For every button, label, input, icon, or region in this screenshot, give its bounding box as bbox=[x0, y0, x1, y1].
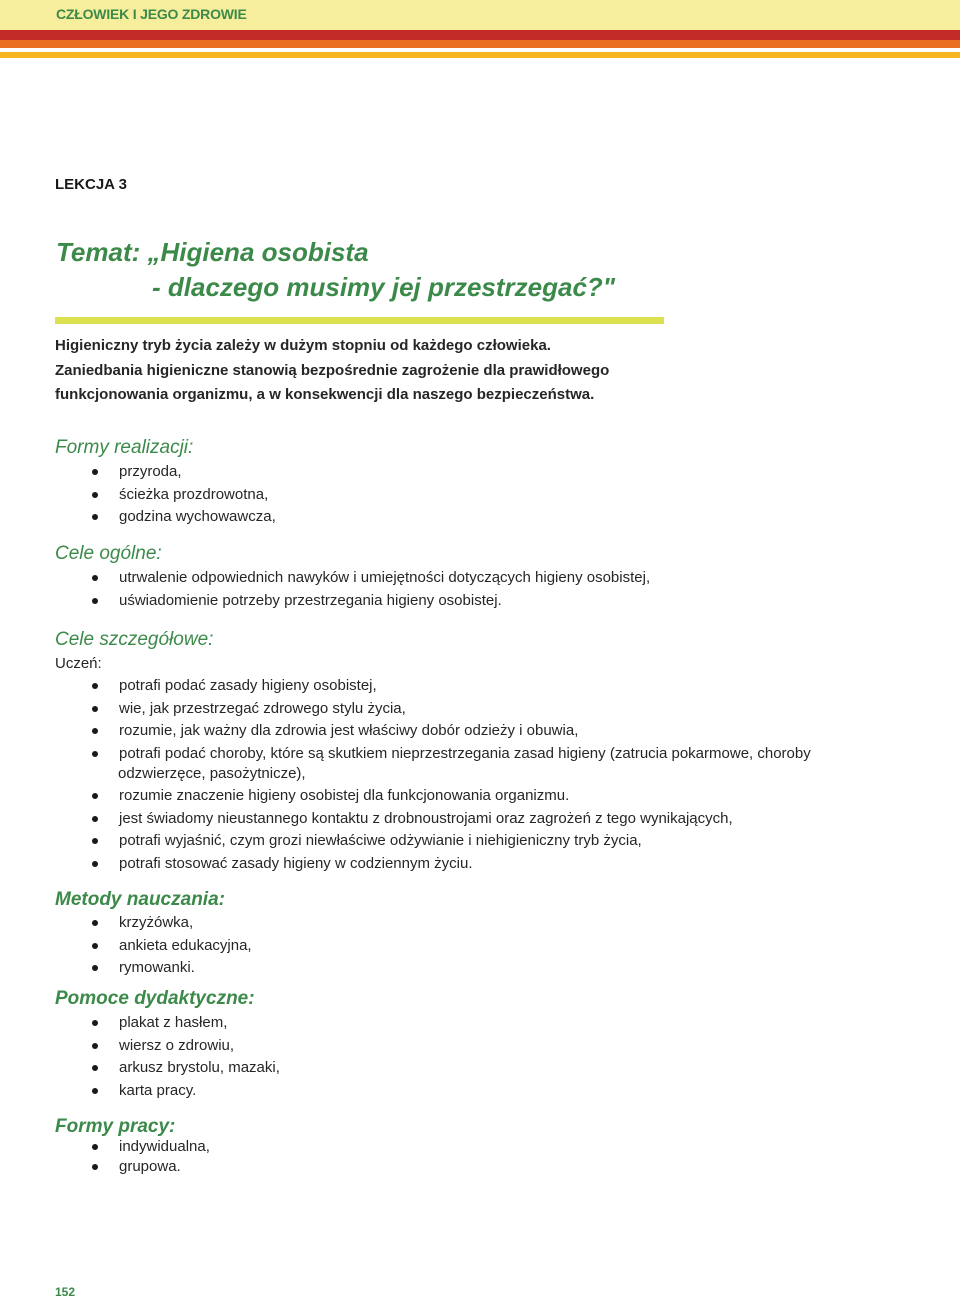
list-item: ankieta edukacyjna, bbox=[0, 936, 900, 956]
list-item-line: odzwierzęce, pasożytnicze), bbox=[118, 764, 306, 782]
list-formy-realizacji bbox=[0, 462, 900, 527]
list-item: utrwalenie odpowiednich nawyków i umiejętności dotyczących higieny osobistej, bbox=[0, 568, 900, 588]
heading-formy-realizacji: Formy realizacji: bbox=[55, 437, 194, 458]
list-item: karta pracy. bbox=[0, 1081, 900, 1101]
list-item: grupowa. bbox=[0, 1157, 900, 1177]
section-header: CZŁOWIEK I JEGO ZDROWIE bbox=[56, 6, 247, 22]
list-item: ścieżka prozdrowotna, bbox=[0, 485, 900, 505]
list-item: potrafi wyjaśnić, czym grozi niewłaściwe odżywianie i niehigieniczny tryb życia, bbox=[0, 831, 900, 851]
header-stripe-red bbox=[0, 30, 960, 40]
list-item: wiersz o zdrowiu, bbox=[0, 1036, 900, 1056]
pupil-label: Uczeń: bbox=[55, 655, 102, 672]
title-line-2: - dlaczego musimy jej przestrzegać?" bbox=[152, 272, 616, 302]
intro-paragraph bbox=[55, 334, 775, 408]
list-item: rozumie, jak ważny dla zdrowia jest właściwy dobór odzieży i obuwia, bbox=[0, 721, 900, 741]
list-item-line: potrafi podać choroby, które są skutkiem nieprzestrzegania zasad higieny (zatrucia pokarmowe, choroby bbox=[119, 744, 811, 762]
title-underline bbox=[55, 317, 664, 324]
list-item: jest świadomy nieustannego kontaktu z drobnoustrojami oraz zagrożeń z tego wynikających, bbox=[0, 809, 900, 829]
list-item: potrafi podać zasady higieny osobistej, bbox=[0, 676, 900, 696]
header-stripe-orange bbox=[0, 40, 960, 48]
list-item: rymowanki. bbox=[0, 958, 900, 978]
list-item: godzina wychowawcza, bbox=[0, 507, 900, 527]
list-formy-pracy bbox=[0, 1137, 900, 1177]
heading-pomoce-dydaktyczne: Pomoce dydaktyczne: bbox=[55, 988, 255, 1009]
list-cele-szczegolowe bbox=[0, 676, 900, 874]
intro-line: Zaniedbania higieniczne stanowią bezpośrednie zagrożenie dla prawidłowego bbox=[55, 361, 610, 379]
list-pomoce-dydaktyczne bbox=[0, 1013, 900, 1101]
list-item: potrafi stosować zasady higieny w codziennym życiu. bbox=[0, 854, 900, 874]
heading-formy-pracy: Formy pracy: bbox=[55, 1116, 176, 1137]
list-item: przyroda, bbox=[0, 462, 900, 482]
header-stripe-gold bbox=[0, 52, 960, 58]
list-item: wie, jak przestrzegać zdrowego stylu życia, bbox=[0, 699, 900, 719]
list-metody-nauczania bbox=[0, 913, 900, 978]
list-item: indywidualna, bbox=[0, 1137, 900, 1157]
list-item: uświadomienie potrzeby przestrzegania higieny osobistej. bbox=[0, 591, 900, 611]
heading-cele-ogolne: Cele ogólne: bbox=[55, 543, 162, 564]
list-item: arkusz brystolu, mazaki, bbox=[0, 1058, 900, 1078]
intro-line: funkcjonowania organizmu, a w konsekwencji dla naszego bezpieczeństwa. bbox=[55, 386, 595, 403]
page-number: 152 bbox=[55, 1285, 76, 1299]
list-item: plakat z hasłem, bbox=[0, 1013, 900, 1033]
list-cele-ogolne bbox=[0, 568, 900, 611]
heading-metody-nauczania: Metody nauczania: bbox=[55, 889, 225, 910]
list-item bbox=[0, 744, 900, 784]
heading-cele-szczegolowe: Cele szczegółowe: bbox=[55, 629, 214, 650]
list-item: krzyżówka, bbox=[0, 913, 900, 933]
list-item: rozumie znaczenie higieny osobistej dla funkcjonowania organizmu. bbox=[0, 786, 900, 806]
intro-line: Higieniczny tryb życia zależy w dużym stopniu od każdego człowieka. bbox=[55, 337, 551, 354]
title-line-1: Temat: „Higiena osobista bbox=[56, 237, 369, 267]
lesson-number: LEKCJA 3 bbox=[55, 176, 127, 193]
